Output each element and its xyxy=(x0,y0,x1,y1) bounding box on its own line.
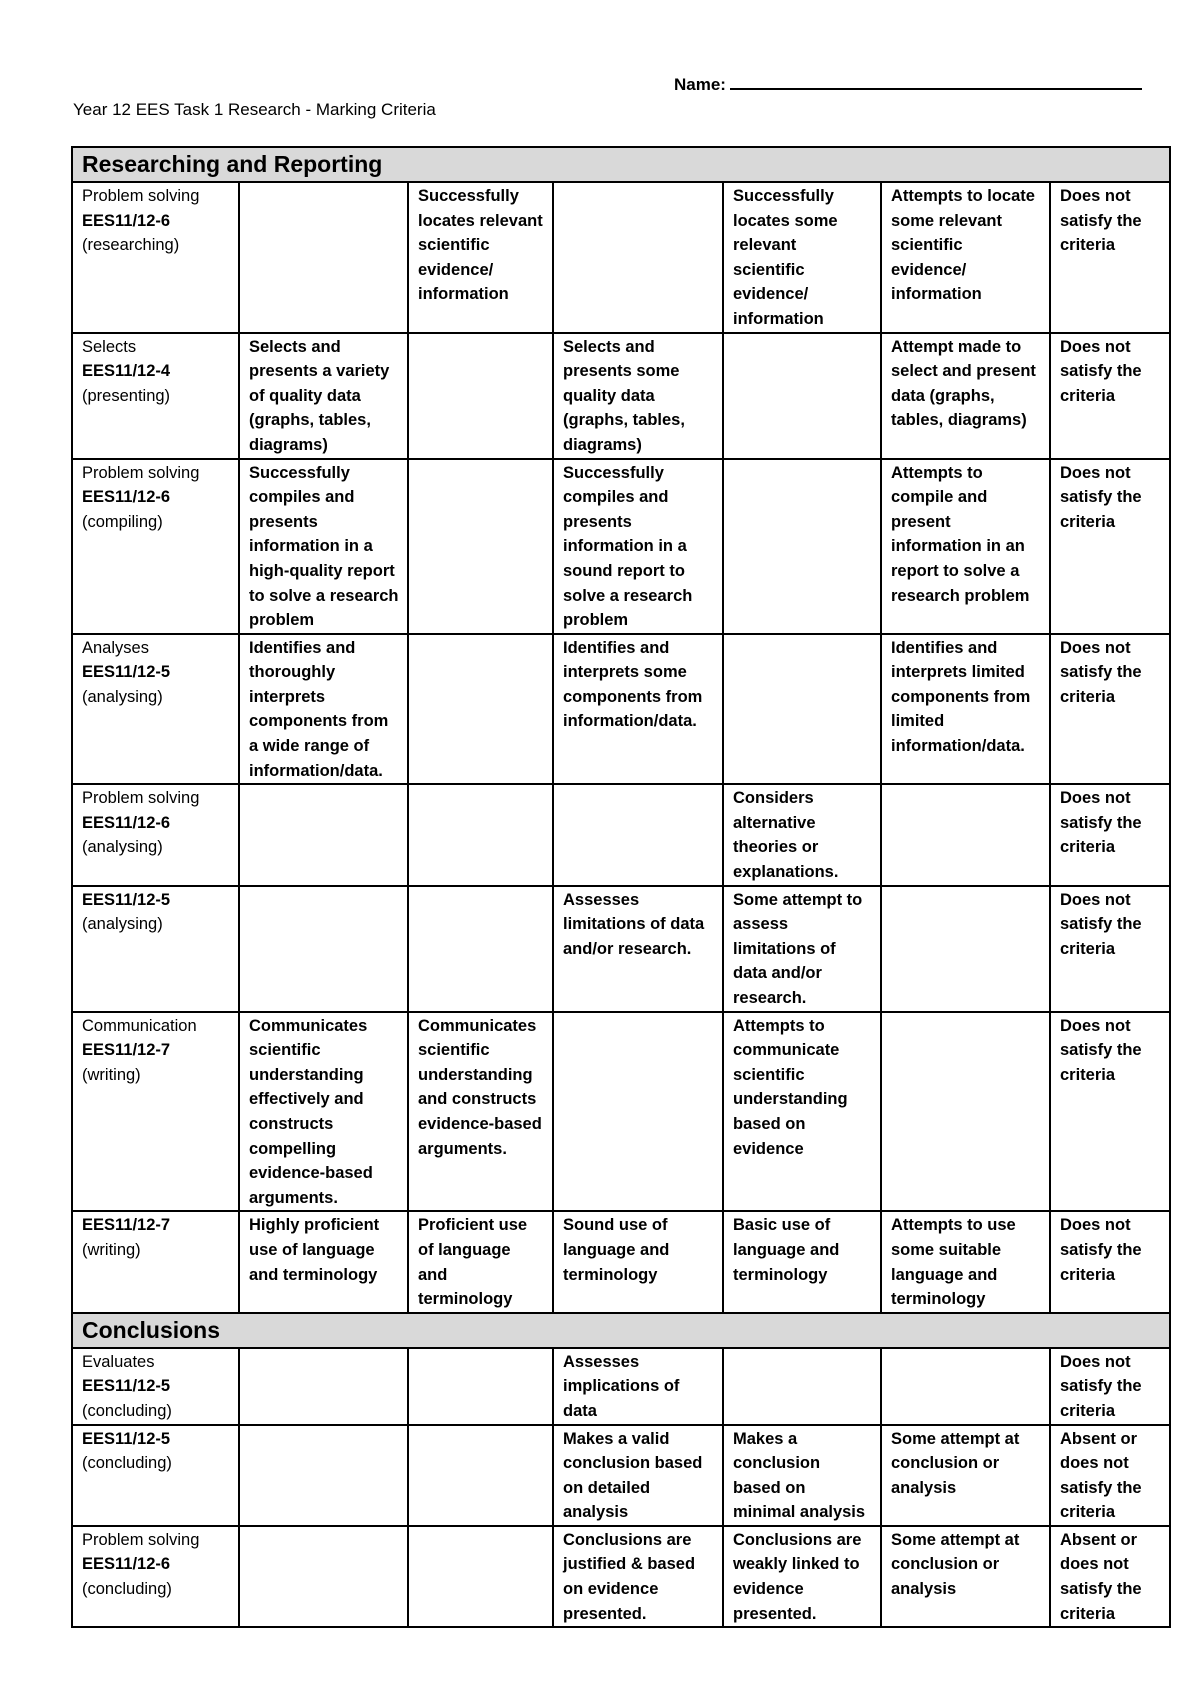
level-descriptor-cell: Does not satisfy the criteria xyxy=(1050,182,1170,333)
outcome-code: EES11/12-6 xyxy=(82,488,171,507)
criteria-row xyxy=(72,1012,1170,1212)
level-descriptor-cell: Conclusions are weakly linked to evidence presented. xyxy=(723,1526,881,1627)
level-descriptor-cell: Does not satisfy the criteria xyxy=(1050,1211,1170,1312)
criterion-cell xyxy=(72,1348,239,1425)
section-title: Researching and Reporting xyxy=(72,147,1170,182)
name-blank-line xyxy=(730,74,1142,90)
level-descriptor-cell xyxy=(239,1526,408,1627)
level-descriptor-cell: Communicates scientific understanding and constructs evidence-based arguments. xyxy=(408,1012,553,1212)
level-descriptor-cell: Makes a valid conclusion based on detailed analysis xyxy=(553,1425,723,1526)
criterion-label: Problem solving xyxy=(82,1530,200,1549)
level-descriptor-cell xyxy=(881,1348,1050,1425)
outcome-code: EES11/12-5 xyxy=(82,1429,171,1448)
outcome-code: EES11/12-5 xyxy=(82,1377,171,1396)
criterion-label: Problem solving xyxy=(82,187,200,205)
level-descriptor-cell: Attempt made to select and present data (graphs, tables, diagrams) xyxy=(881,333,1050,459)
level-descriptor-cell: Assesses implications of data xyxy=(553,1348,723,1425)
level-descriptor-cell xyxy=(408,634,553,785)
criterion-label: Problem solving xyxy=(82,789,200,808)
level-descriptor-cell: Does not satisfy the criteria xyxy=(1050,1012,1170,1212)
level-descriptor-cell xyxy=(408,1348,553,1425)
criteria-row xyxy=(72,1526,1170,1627)
outcome-code: EES11/12-6 xyxy=(82,211,171,230)
level-descriptor-cell: Makes a conclusion based on minimal analysis xyxy=(723,1425,881,1526)
level-descriptor-cell: Absent or does not satisfy the criteria xyxy=(1050,1425,1170,1526)
criterion-cell xyxy=(72,1425,239,1526)
level-descriptor-cell xyxy=(408,1526,553,1627)
criteria-row xyxy=(72,1348,1170,1425)
level-descriptor-cell: Attempts to locate some relevant scientific evidence/ information xyxy=(881,182,1050,333)
criterion-label: Analyses xyxy=(82,638,149,657)
level-descriptor-cell xyxy=(408,784,553,885)
level-descriptor-cell xyxy=(881,784,1050,885)
criteria-row xyxy=(72,333,1170,459)
criteria-row xyxy=(72,886,1170,1012)
outcome-code: EES11/12-7 xyxy=(82,1041,171,1060)
level-descriptor-cell xyxy=(239,182,408,333)
level-descriptor-cell xyxy=(553,784,723,885)
level-descriptor-cell xyxy=(239,784,408,885)
level-descriptor-cell: Does not satisfy the criteria xyxy=(1050,784,1170,885)
criterion-cell xyxy=(72,459,239,634)
level-descriptor-cell: Does not satisfy the criteria xyxy=(1050,333,1170,459)
level-descriptor-cell xyxy=(239,1425,408,1526)
criterion-aspect: (analysing) xyxy=(82,838,163,857)
level-descriptor-cell xyxy=(881,1012,1050,1212)
section-header-row xyxy=(72,147,1170,182)
criterion-cell xyxy=(72,1012,239,1212)
level-descriptor-cell: Selects and presents a variety of quality data (graphs, tables, diagrams) xyxy=(239,333,408,459)
outcome-code: EES11/12-5 xyxy=(82,890,171,909)
level-descriptor-cell: Proficient use of language and terminology xyxy=(408,1211,553,1312)
criterion-label: Evaluates xyxy=(82,1352,155,1371)
level-descriptor-cell: Identifies and interprets limited components from limited information/data. xyxy=(881,634,1050,785)
section-title: Conclusions xyxy=(72,1313,1170,1348)
name-label: Name: xyxy=(674,75,726,94)
criterion-aspect: (writing) xyxy=(82,1240,141,1259)
outcome-code: EES11/12-4 xyxy=(82,362,171,381)
criteria-row xyxy=(72,634,1170,785)
level-descriptor-cell: Some attempt at conclusion or analysis xyxy=(881,1425,1050,1526)
level-descriptor-cell: Assesses limitations of data and/or research. xyxy=(553,886,723,1012)
criterion-aspect: (concluding) xyxy=(82,1580,172,1599)
level-descriptor-cell xyxy=(723,333,881,459)
level-descriptor-cell: Some attempt to assess limitations of data and/or research. xyxy=(723,886,881,1012)
document-title: Year 12 EES Task 1 Research - Marking Criteria xyxy=(73,100,436,119)
level-descriptor-cell xyxy=(553,182,723,333)
level-descriptor-cell: Does not satisfy the criteria xyxy=(1050,886,1170,1012)
level-descriptor-cell: Successfully locates some relevant scientific evidence/ information xyxy=(723,182,881,333)
level-descriptor-cell xyxy=(239,886,408,1012)
criterion-aspect: (concluding) xyxy=(82,1401,172,1420)
criterion-cell xyxy=(72,886,239,1012)
criterion-aspect: (presenting) xyxy=(82,386,171,405)
level-descriptor-cell xyxy=(723,459,881,634)
criterion-label: Selects xyxy=(82,337,137,356)
criteria-row xyxy=(72,1211,1170,1312)
criterion-aspect: (writing) xyxy=(82,1065,141,1084)
outcome-code: EES11/12-7 xyxy=(82,1216,171,1235)
criterion-aspect: (concluding) xyxy=(82,1454,172,1473)
level-descriptor-cell: Basic use of language and terminology xyxy=(723,1211,881,1312)
level-descriptor-cell xyxy=(553,1012,723,1212)
criterion-label: Problem solving xyxy=(82,463,200,482)
level-descriptor-cell: Conclusions are justified & based on evidence presented. xyxy=(553,1526,723,1627)
criteria-row xyxy=(72,459,1170,634)
level-descriptor-cell: Communicates scientific understanding effectively and constructs compelling evidence-based arguments. xyxy=(239,1012,408,1212)
level-descriptor-cell: Highly proficient use of language and terminology xyxy=(239,1211,408,1312)
level-descriptor-cell xyxy=(408,333,553,459)
criteria-row xyxy=(72,1425,1170,1526)
level-descriptor-cell: Identifies and thoroughly interprets components from a wide range of information/data. xyxy=(239,634,408,785)
level-descriptor-cell xyxy=(723,634,881,785)
level-descriptor-cell: Successfully locates relevant scientific evidence/ information xyxy=(408,182,553,333)
outcome-code: EES11/12-5 xyxy=(82,663,171,682)
level-descriptor-cell: Selects and presents some quality data (graphs, tables, diagrams) xyxy=(553,333,723,459)
level-descriptor-cell: Sound use of language and terminology xyxy=(553,1211,723,1312)
level-descriptor-cell: Does not satisfy the criteria xyxy=(1050,459,1170,634)
level-descriptor-cell: Identifies and interprets some components from information/data. xyxy=(553,634,723,785)
criterion-cell xyxy=(72,182,239,333)
criterion-aspect: (analysing) xyxy=(82,915,163,934)
level-descriptor-cell: Attempts to use some suitable language and terminology xyxy=(881,1211,1050,1312)
level-descriptor-cell: Successfully compiles and presents information in a sound report to solve a research problem xyxy=(553,459,723,634)
level-descriptor-cell: Attempts to communicate scientific understanding based on evidence xyxy=(723,1012,881,1212)
level-descriptor-cell xyxy=(881,886,1050,1012)
outcome-code: EES11/12-6 xyxy=(82,813,171,832)
criterion-cell xyxy=(72,634,239,785)
criterion-cell xyxy=(72,1526,239,1627)
level-descriptor-cell xyxy=(723,1348,881,1425)
level-descriptor-cell xyxy=(408,459,553,634)
criterion-aspect: (compiling) xyxy=(82,512,163,531)
criterion-cell xyxy=(72,333,239,459)
level-descriptor-cell: Attempts to compile and present information in an report to solve a research problem xyxy=(881,459,1050,634)
criterion-aspect: (analysing) xyxy=(82,687,163,706)
level-descriptor-cell: Some attempt at conclusion or analysis xyxy=(881,1526,1050,1627)
criterion-label: Communication xyxy=(82,1016,197,1035)
criterion-aspect: (researching) xyxy=(82,236,180,255)
level-descriptor-cell: Absent or does not satisfy the criteria xyxy=(1050,1526,1170,1627)
criteria-row xyxy=(72,784,1170,885)
level-descriptor-cell xyxy=(408,886,553,1012)
level-descriptor-cell: Considers alternative theories or explanations. xyxy=(723,784,881,885)
section-header-row xyxy=(72,1313,1170,1348)
criterion-cell xyxy=(72,1211,239,1312)
level-descriptor-cell xyxy=(408,1425,553,1526)
level-descriptor-cell: Successfully compiles and presents information in a high-quality report to solve a research problem xyxy=(239,459,408,634)
level-descriptor-cell: Does not satisfy the criteria xyxy=(1050,634,1170,785)
outcome-code: EES11/12-6 xyxy=(82,1555,171,1574)
criteria-row xyxy=(72,182,1170,333)
name-field xyxy=(674,74,1142,95)
criterion-cell xyxy=(72,784,239,885)
level-descriptor-cell xyxy=(239,1348,408,1425)
level-descriptor-cell: Does not satisfy the criteria xyxy=(1050,1348,1170,1425)
marking-criteria-table xyxy=(71,146,1171,1628)
